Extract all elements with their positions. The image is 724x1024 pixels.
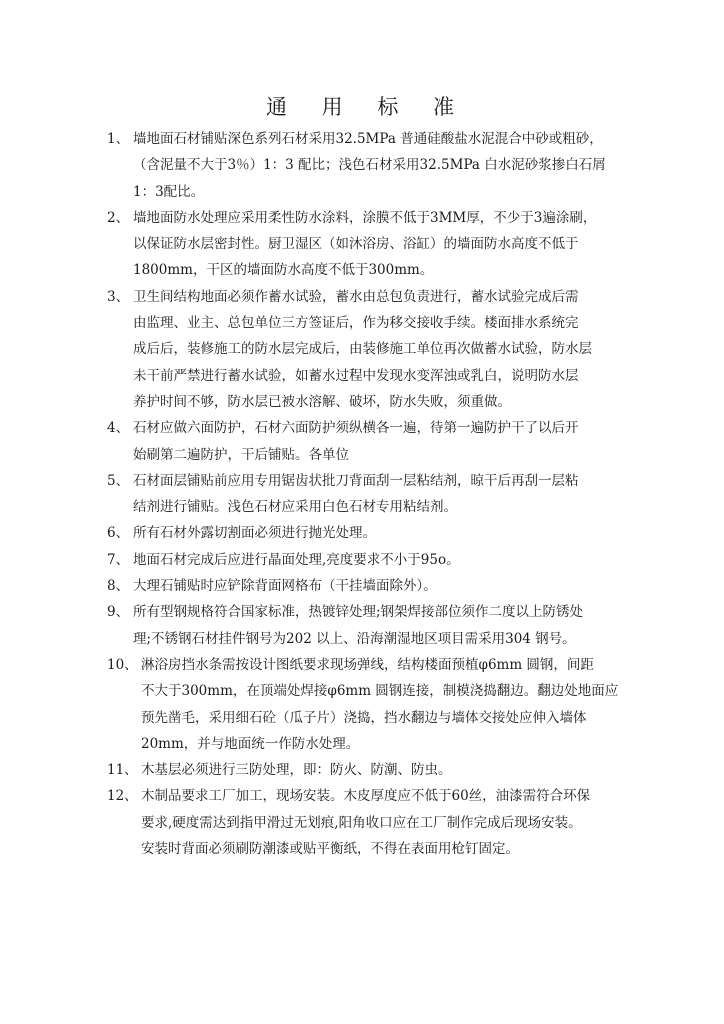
- item-text-line: 大理石铺贴时应铲除背面网格布（干挂墙面除外）。: [133, 578, 437, 595]
- item-number: 10、: [107, 656, 138, 673]
- item-number: 11、: [107, 762, 138, 779]
- item-text-line: （含泥量不大于3％）1：3 配比；浅色石材采用32.5MPa 白水泥砂浆掺白石屑: [133, 157, 606, 174]
- item-text: [133, 547, 627, 573]
- list-item: [107, 415, 627, 468]
- item-text: [141, 652, 627, 757]
- list-item: [107, 284, 627, 415]
- item-text-line: 预先凿毛，采用细石砼（瓜子片）浇捣，挡水翻边与墙体交接处应伸入墙体: [141, 709, 587, 726]
- list-item: [107, 573, 627, 599]
- item-text: [133, 284, 627, 415]
- item-number: 6、: [107, 525, 130, 542]
- item-number: 12、: [107, 788, 138, 805]
- item-text-line: 安装时背面必须刷防潮漆或贴平衡纸，不得在表面用枪钉固定。: [141, 841, 519, 858]
- item-text: [133, 126, 627, 205]
- list-item: [107, 205, 627, 284]
- item-text-line: 未干前严禁进行蓄水试验，如蓄水过程中发现水变浑浊或乳白，说明防水层: [133, 367, 579, 384]
- list-item: [107, 652, 627, 757]
- item-text-line: 要求,硬度需达到指甲滑过无划痕,阳角收口应在工厂制作完成后现场安装。: [141, 814, 582, 831]
- item-text-line: 1：3配比。: [133, 183, 205, 200]
- item-text-line: 墙地面防水处理应采用柔性防水涂料，涂膜不低于3MM厚，不少于3遍涂刷，: [133, 209, 597, 226]
- list-item: [107, 757, 627, 783]
- item-text: [133, 520, 627, 546]
- item-number: 9、: [107, 604, 130, 621]
- item-text: [141, 757, 627, 783]
- list-item: [107, 547, 627, 573]
- item-text-line: 木制品要求工厂加工，现场安装。木皮厚度应不低于60丝，油漆需符合环保: [141, 788, 591, 805]
- item-text-line: 由监理、业主、总包单位三方签证后，作为移交接收手续。楼面排水系统完: [133, 315, 579, 332]
- item-text-line: 石材应做六面防护，石材六面防护须纵横各一遍，待第一遍防护干了以后开: [133, 420, 579, 437]
- item-text-line: 墙地面石材铺贴深色系列石材采用32.5MPa 普通硅酸盐水泥混合中砂或粗砂，: [133, 131, 603, 147]
- item-text-line: 以保证防水层密封性。厨卫湿区（如沐浴房、浴缸）的墙面防水高度不低于: [133, 236, 579, 253]
- item-text: [141, 783, 627, 862]
- page-title: 通 用 标 准: [265, 95, 469, 119]
- item-text-line: 养护时间不够，防水层已被水溶解、破坏，防水失败，须重做。: [133, 393, 511, 410]
- item-text-line: 卫生间结构地面必须作蓄水试验，蓄水由总包负责进行，蓄水试验完成后需: [133, 288, 579, 305]
- list-item: [107, 468, 627, 521]
- item-number: 2、: [107, 209, 130, 226]
- item-text: [133, 415, 627, 468]
- standards-list: [107, 126, 627, 862]
- item-text-line: 木基层必须进行三防处理，即：防火、防潮、防虫。: [141, 762, 452, 779]
- item-text-line: 20mm，并与地面统一作防水处理。: [141, 735, 360, 752]
- item-text-line: 石材面层铺贴前应用专用锯齿状批刀背面刮一层粘结剂，晾干后再刮一层粘: [133, 472, 579, 489]
- item-text-line: 不大于300mm，在顶端处焊接φ6mm 圆钢连接，制模浇捣翻边。翻边处地面应: [141, 683, 619, 700]
- item-text: [133, 468, 627, 521]
- item-text: [133, 599, 627, 652]
- item-number: 7、: [107, 551, 130, 568]
- item-number: 4、: [107, 420, 130, 437]
- item-text-line: 1800mm，干区的墙面防水高度不低于300mm。: [133, 262, 434, 279]
- item-text-line: 成后后，装修施工的防水层完成后，由装修施工单位再次做蓄水试验，防水层: [133, 341, 592, 358]
- list-item: [107, 783, 627, 862]
- item-number: 1、: [107, 131, 130, 147]
- list-item: [107, 126, 627, 205]
- item-text-line: 所有型钢规格符合国家标准，热镀锌处理;钢架焊接部位须作二度以上防锈处: [133, 604, 584, 621]
- list-item: [107, 520, 627, 546]
- item-text-line: 始刷第二遍防护，干后铺贴。各单位: [133, 446, 349, 463]
- item-number: 8、: [107, 578, 130, 595]
- item-text-line: 理;不锈钢石材挂件钢号为202 以上、沿海潮湿地区项目需采用304 钢号。: [133, 630, 576, 647]
- item-text-line: 结剂进行铺贴。浅色石材应采用白色石材专用粘结剂。: [133, 499, 457, 516]
- item-text: [133, 573, 627, 599]
- item-number: 3、: [107, 288, 130, 305]
- item-text-line: 所有石材外露切割面必须进行抛光处理。: [133, 525, 376, 542]
- item-text: [133, 205, 627, 284]
- item-text-line: 地面石材完成后应进行晶面处理,亮度要求不小于95o。: [133, 551, 460, 568]
- list-item: [107, 599, 627, 652]
- item-number: 5、: [107, 472, 130, 489]
- item-text-line: 淋浴房挡水条需按设计图纸要求现场弹线，结构楼面预植φ6mm 圆钢，间距: [141, 656, 594, 673]
